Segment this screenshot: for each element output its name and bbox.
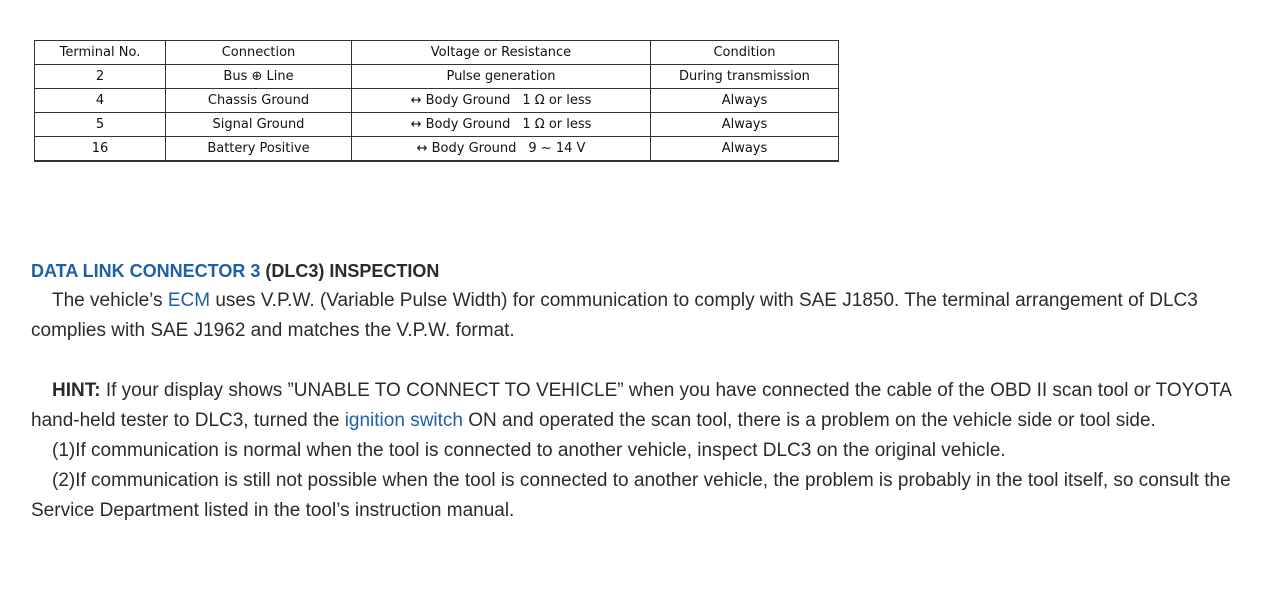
hint-item-2: (2)If communication is still not possible when the tool is connected to another vehicle, the problem is probably in the tool itself, so consult the Service Department listed in the tool’s instruction manual. — [31, 470, 1231, 521]
table-row — [35, 89, 839, 113]
voltage-label: Pulse generation — [446, 69, 556, 84]
hint-paragraph — [31, 376, 1246, 436]
ignition-switch-link[interactable]: ignition switch — [344, 410, 463, 431]
voltage-value: 9 ~ 14 V — [528, 141, 586, 156]
cell-connection: Signal Ground — [166, 113, 352, 137]
cell-condition: Always — [651, 89, 839, 113]
intro-paragraph — [31, 286, 1246, 346]
cell-terminal: 16 — [35, 137, 166, 162]
cell-connection: Bus ⊕ Line — [166, 65, 352, 89]
cell-condition: Always — [651, 113, 839, 137]
cell-terminal: 5 — [35, 113, 166, 137]
ecm-link[interactable]: ECM — [167, 290, 211, 311]
voltage-label: ↔ Body Ground — [410, 93, 511, 108]
intro-post: uses V.P.W. (Variable Pulse Width) for communication to comply with SAE J1850. The terminal arrangement of DLC3 complies with SAE J1962 and matches the V.P.W. format. — [31, 290, 1198, 341]
intro-pre: The vehicle’s — [52, 290, 168, 311]
hint-pre: If your display shows ”UNABLE TO CONNECT TO VEHICLE” when you have connected the cable of the OBD II scan tool or TOYOTA hand-held tester to DLC3, turned the — [31, 380, 1231, 431]
cell-voltage — [352, 113, 651, 137]
cell-connection: Battery Positive — [166, 137, 352, 162]
dlc3-link[interactable]: DATA LINK CONNECTOR 3 — [31, 261, 261, 281]
section-heading — [31, 256, 1246, 286]
cell-terminal: 4 — [35, 89, 166, 113]
spacer — [31, 346, 1246, 376]
cell-condition: During transmission — [651, 65, 839, 89]
cell-voltage — [352, 89, 651, 113]
table-header-row — [35, 41, 839, 65]
table-row — [35, 65, 839, 89]
cell-voltage — [352, 65, 651, 89]
voltage-value: 1 Ω or less — [522, 117, 592, 132]
cell-condition: Always — [651, 137, 839, 162]
hint-item-1: (1)If communication is normal when the tool is connected to another vehicle, inspect DLC3 on the original vehicle. — [52, 440, 1006, 461]
cell-voltage — [352, 137, 651, 162]
cell-terminal: 2 — [35, 65, 166, 89]
table-row — [35, 113, 839, 137]
hint-label: HINT: — [52, 380, 101, 401]
header-voltage: Voltage or Resistance — [352, 41, 651, 65]
header-condition: Condition — [651, 41, 839, 65]
dlc3-inspection-section — [31, 256, 1246, 526]
voltage-label: ↔ Body Ground — [416, 141, 517, 156]
voltage-value: 1 Ω or less — [522, 93, 592, 108]
heading-rest: (DLC3) INSPECTION — [260, 261, 440, 281]
voltage-label: ↔ Body Ground — [410, 117, 511, 132]
cell-connection: Chassis Ground — [166, 89, 352, 113]
hint-post: ON and operated the scan tool, there is a problem on the vehicle side or tool side. — [462, 410, 1156, 431]
terminal-table — [34, 40, 839, 162]
table-row — [35, 137, 839, 162]
header-connection: Connection — [166, 41, 352, 65]
header-terminal: Terminal No. — [35, 41, 166, 65]
